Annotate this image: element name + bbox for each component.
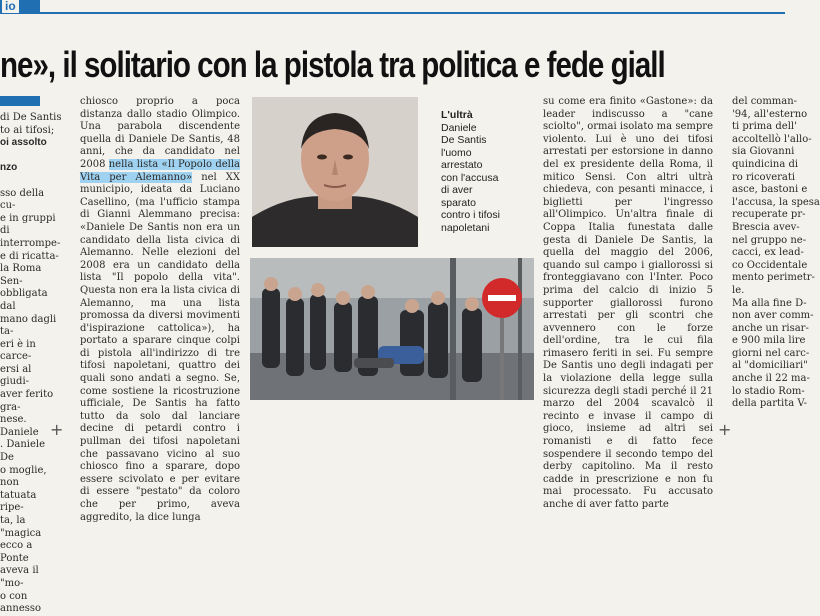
column-left-line: obbligata dal bbox=[0, 288, 48, 312]
column-far-right-line: sia Giovanni bbox=[732, 146, 795, 158]
column-far-right-line: giorni nel carc- bbox=[732, 347, 810, 359]
section-header bbox=[0, 0, 785, 22]
crop-mark-plus-icon: + bbox=[50, 420, 64, 439]
column-far-right-text bbox=[732, 96, 820, 411]
column-left-line: la Roma Sen- bbox=[0, 263, 42, 287]
column-far-right-line: mento perimetr- bbox=[732, 272, 815, 284]
column-far-right-line: e 900 mila lire bbox=[732, 335, 806, 347]
column-far-right-line: accoltellò l'allo- bbox=[732, 133, 812, 145]
caption-line: De Santis bbox=[441, 134, 487, 146]
caption-line: sparato bbox=[441, 196, 477, 209]
headline: ne», il solitario con la pistola tra politica e fede giall bbox=[0, 44, 665, 85]
column-left-line: aver ferito gra- bbox=[0, 389, 54, 413]
portrait-photo bbox=[252, 97, 418, 247]
column-right-article bbox=[543, 96, 713, 512]
column-far-right-line: Ma alla fine D- bbox=[732, 297, 807, 309]
column-far-right-line: le. bbox=[732, 284, 745, 296]
column-left-line: o con annesso bbox=[0, 590, 42, 615]
column-far-right-line: al "domiciliari" bbox=[732, 360, 808, 372]
section-rule bbox=[0, 12, 785, 14]
column-far-right-line: quindicina di bbox=[732, 158, 799, 170]
column-far-right-line: Brescia avev- bbox=[732, 221, 800, 233]
caption-title: L'ultrà bbox=[441, 109, 473, 121]
column-left-line: oi assolto bbox=[0, 137, 47, 149]
column-left-line: . Daniele De bbox=[0, 439, 46, 464]
column-far-right-line: co Occidentale bbox=[732, 259, 808, 271]
column-left-line: to ai tifosi; bbox=[0, 124, 55, 136]
column-left-line: eri è in carce- bbox=[0, 338, 36, 363]
column-left-line: nese. Daniele bbox=[0, 414, 39, 438]
column-left-line: mano dagli ta- bbox=[0, 313, 57, 338]
column-left-line: aveva il "mo- bbox=[0, 565, 39, 589]
column-far-right-line: '94, all'esterno bbox=[732, 108, 808, 120]
section-tag: io bbox=[2, 0, 19, 13]
column-far-right-line: l'accusa, la spesa bbox=[732, 196, 820, 208]
article-text-end: nel XX municipio, ideata da Luciano Casellino, (ma l'ufficio stampa di Gianni Alemmano precisa: «Daniele De Santis non era un candidato della lista civica di Alemanno. Nelle elezioni del 2008 era un candidato della lista "Il popolo della vita". Questa non era la lista civica di Alemanno, ma una lista promossa da diversi movimenti d'ispirazione cattolica»), ha portato a sparare cinque colpi di pistola all'indirizzo di tre tifosi napoletani, quattro dei quali sono andati a segno. Se, come sostiene la ricostruzione ufficiale, De Santis ha fatto tutto da solo dal lanciare decine di petardi contro i pullman dei tifosi napoletani che passavano vicino al suo chiosco fino a sparare, dopo essere scivolato e per evitare di essere "pestato" da coloro che per primo, aveva aggredito, la dice lunga bbox=[80, 171, 241, 523]
caption-text bbox=[441, 122, 521, 235]
column-far-right-line: non aver comm- bbox=[732, 310, 814, 322]
column-left-line: ersi al giudi- bbox=[0, 363, 32, 388]
column-far-right-line: del comman- bbox=[732, 96, 798, 107]
scene-photo bbox=[250, 258, 534, 400]
column-left-line: di De Santis bbox=[0, 112, 62, 123]
column-left-line: interrompe- bbox=[0, 237, 61, 249]
column-far-right-line: ro ricoverati bbox=[732, 171, 796, 183]
article-paragraph-right: su come era finito «Gastone»: da leader indiscusso a "cane sciolto", ormai isolato ma sempre violento. Lui è uno dei tifosi arrestati per estorsione in danno del ex presidente della Roma, il mitico Sensi. Con altri ultrà chiedeva, con pesanti minacce, i biglietti per l'ingresso all'Olimpico. Un'altra finale di Coppa Italia funestata dalle gesta di Daniele De Santis, la quella del maggio del 2006, quando sul campo i giallorossi si fronteggiavano con l'Inter. Poco prima del calcio di inizio 5 supporter giallorossi furono arrestati per gli scontri che avvennero con le forze dell'ordine, tra le cui fila rimasero feriti in sei. Fu sempre De Santis uno degli indagati per la violazione della legge sulla sicurezza degli stadi perché il 21 marzo del 2004 scavalcò il recinto e invase il campo di gioco, insieme ad altri sei romanisti e di fatto fece sospendere il secondo tempo del derby capitolino. Ma il resto cadde in prescrizione e non fu mai processato. Fu accusato anche di aver fatto parte bbox=[543, 96, 713, 510]
column-left-line bbox=[0, 175, 62, 188]
column-left-line: nzo bbox=[0, 162, 18, 174]
caption-line: Daniele bbox=[441, 121, 477, 134]
column-left-line: ta, la "magica bbox=[0, 515, 42, 539]
caption-line: di aver bbox=[441, 184, 473, 196]
column-far-right-line: ti prima dell' bbox=[732, 121, 797, 133]
column-left-marker bbox=[0, 96, 40, 106]
column-left-line: ecco a Ponte bbox=[0, 540, 33, 564]
column-far-right-line: asce, bastoni e bbox=[732, 184, 808, 196]
column-far-right-line: lo stadio Rom- bbox=[732, 385, 805, 397]
column-left-line: o moglie, non bbox=[0, 464, 47, 489]
column-far-right-line: cacci, ex lead- bbox=[732, 247, 804, 259]
column-left-line: e di ricatta- bbox=[0, 250, 59, 262]
column-left-line: e in gruppi di bbox=[0, 212, 56, 237]
column-far-right-line: della partita V- bbox=[732, 398, 808, 410]
caption-line: con l'accusa bbox=[441, 171, 499, 184]
portrait-image bbox=[252, 97, 418, 247]
column-far-right-line: nel gruppo ne- bbox=[732, 234, 807, 246]
caption-line: napoletani bbox=[441, 221, 490, 234]
article-paragraph bbox=[80, 96, 240, 524]
column-left-line: tatuata ripe- bbox=[0, 489, 37, 514]
column-left-line bbox=[0, 150, 62, 163]
highlighted-text: nella lista «Il Popolo della Vita per Alemanno» bbox=[80, 158, 240, 183]
photo-caption bbox=[441, 109, 521, 234]
column-far-right bbox=[732, 96, 820, 411]
column-article bbox=[80, 96, 240, 524]
caption-line: contro i tifosi bbox=[441, 209, 500, 221]
column-far-right-line: anche il 22 ma- bbox=[732, 373, 810, 385]
column-left bbox=[0, 96, 62, 616]
scene-image bbox=[250, 258, 534, 400]
column-far-right-line: anche un risar- bbox=[732, 322, 809, 334]
article-text-start: chiosco proprio a poca distanza dallo stadio Olimpico. Una parabola discendente quella di Daniele De Santis, 48 anni, che da candidato nel 2008 bbox=[80, 96, 240, 170]
crop-mark-plus-icon: + bbox=[718, 420, 732, 439]
caption-line: arrestato bbox=[441, 159, 483, 171]
column-far-right-line: recuperate pr- bbox=[732, 209, 806, 221]
column-left-line: sso della cu- bbox=[0, 187, 45, 212]
column-left-text bbox=[0, 112, 62, 616]
caption-line: l'uomo bbox=[441, 146, 472, 159]
